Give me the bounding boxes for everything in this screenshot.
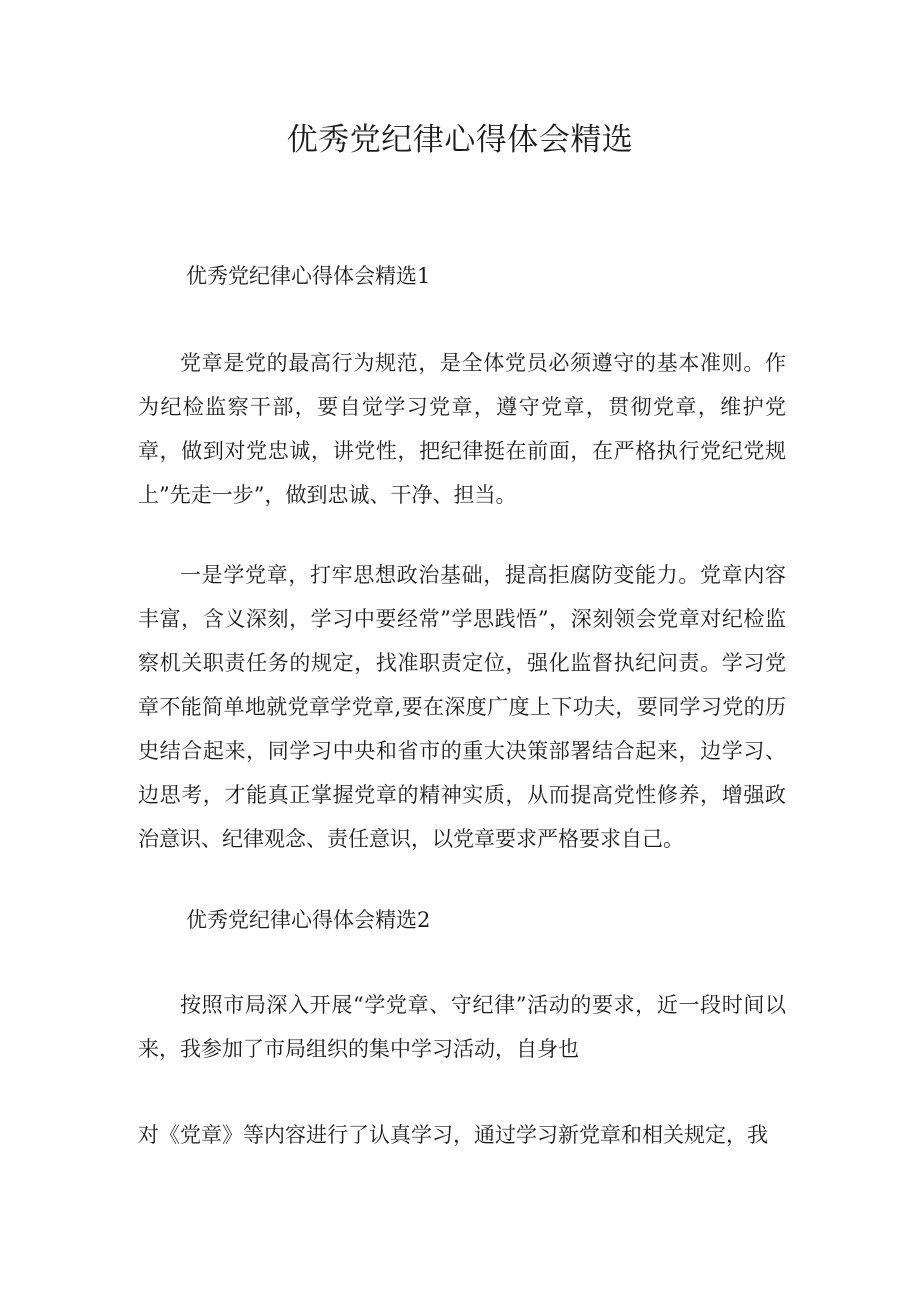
section-heading-1: 优秀党纪律心得体会精选1 [186,264,431,288]
section-2-paragraph-2: 对《党章》等内容进行了认真学习，通过学习新党章和相关规定，我 [138,1123,768,1147]
section-heading-2: 优秀党纪律心得体会精选2 [186,908,431,932]
section-1-paragraph-1: 党章是党的最高行为规范，是全体党员必须遵守的基本准则。作为纪检监察干部，要自觉学习党章，遵守党章，贯彻党章，维护党章，做到对党忠诚，讲党性，把纪律挺在前面，在严格执行党纪党规上”先走一步”，做到忠诚、干净、担当。 [138,351,786,507]
document-title: 优秀党纪律心得体会精选 [286,122,634,158]
section-1-paragraph-2: 一是学党章，打牢思想政治基础，提高拒腐防变能力。党章内容丰富，含义深刻，学习中要经常”学思践悟”，深刻领会党章对纪检监察机关职责任务的规定，找准职责定位，强化监督执纪问责。学习党章不能简单地就党章学党章,要在深度广度上下功夫，要同学习党的历史结合起来，同学习中央和省市的重大决策部署结合起来，边学习、边思考，才能真正掌握党章的精神实质，从而提高党性修养，增强政治意识、纪律观念、责任意识，以党章要求严格要求自己。 [138,563,786,851]
section-2-paragraph-1: 按照市局深入开展“学党章、守纪律”活动的要求，近一段时间以来，我参加了市局组织的集中学习活动，自身也 [138,993,786,1061]
